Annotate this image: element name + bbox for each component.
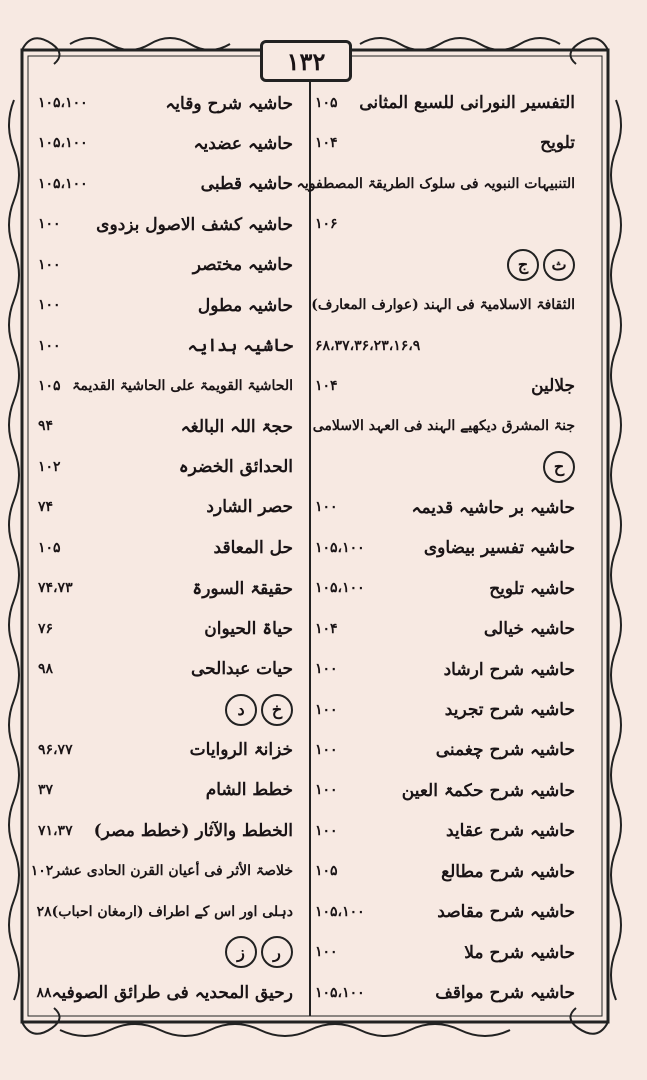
index-entry (38, 571, 293, 605)
entry-pages: ۱۰۵،۱۰۰ (38, 95, 88, 111)
entry-title: رحیق المحدیہ فی طرائق الصوفیہ (51, 983, 293, 1004)
index-entry (315, 935, 575, 969)
entry-title: حیات عبدالحی (191, 659, 293, 680)
entry-title: الحاشیۃ القویمۃ علی الحاشیۃ القدیمۃ (72, 378, 293, 395)
entry-pages: ۱۰۴ (315, 135, 338, 152)
index-entry (315, 86, 575, 120)
entry-title: حاشیہ تفسیر بیضاوی (423, 538, 575, 559)
entry-title: حاشیہ کشف الاصول بزدوی (96, 214, 293, 235)
section-letter: ث (543, 249, 575, 281)
entry-pages: ۱۰۵،۱۰۰ (315, 984, 365, 1001)
entry-pages: ۱۰۵ (38, 378, 61, 395)
entry-title: حاشیہ شرح چغمنی (435, 740, 575, 761)
entry-title: حاشیہ خیالی (483, 619, 575, 640)
entry-pages: ۶۸،۳۷،۳۶،۲۳،۱۶،۹ (315, 337, 421, 354)
entry-pages: ۹۴ (38, 418, 54, 435)
entry-title: حل المعاقد (213, 537, 293, 558)
entry-pages: ۱۰۵ (315, 95, 338, 111)
index-entry (38, 329, 293, 363)
entry-pages: ۱۰۴ (315, 378, 338, 395)
index-entry (315, 369, 575, 403)
index-entry (311, 288, 575, 322)
entry-pages: ۱۰۰ (315, 782, 338, 799)
entry-title: حاشیہ بر حاشیہ قدیمہ (411, 497, 575, 518)
entry-pages: ۱۰۶ (315, 216, 338, 233)
entry-title: حاشیہ شرح حکمۃ العین (401, 780, 575, 801)
entry-title: حصر الشارد (206, 497, 293, 518)
entry-pages: ۹۶،۷۷ (38, 741, 73, 758)
section-letter: خ (261, 694, 293, 726)
entry-title: حاشیہ شرح ارشاد (443, 659, 575, 680)
index-entry (315, 895, 575, 929)
entry-title: خطط الشام (205, 780, 293, 801)
entry-title: جلالین (531, 376, 575, 397)
letter-group (225, 936, 293, 968)
entry-title: الثقافۃ الاسلامیۃ فی الہند (عوارف المعارف) (311, 297, 575, 314)
entry-title: حاشیہ شرح مطالع (441, 861, 575, 882)
index-entry (38, 409, 293, 443)
index-entry (315, 814, 575, 848)
section-letters (38, 935, 293, 969)
entry-title: جنۃ المشرق دیکھیے الہند فی العہد الاسلامی (312, 418, 575, 435)
index-entry (315, 126, 575, 160)
index-entry (38, 369, 293, 403)
entry-title: حاشیہ شرح تجرید (444, 700, 575, 721)
entry-title: حاشیہ شرح ملا (464, 942, 575, 963)
index-entry (315, 207, 575, 241)
index-entry (315, 612, 575, 646)
index-entry (315, 976, 575, 1010)
section-letter: ر (261, 936, 293, 968)
index-entry (312, 409, 575, 443)
entry-title: التنبیہات النبویہ فی سلوک الطریقۃ المصطفویہ (296, 175, 575, 192)
entry-title: حجۃ اللہ البالغہ (180, 416, 293, 437)
index-entry (38, 126, 293, 160)
index-entry (38, 976, 293, 1010)
entry-pages: ۱۰۵،۱۰۰ (315, 580, 365, 597)
index-entry (38, 207, 293, 241)
entry-title: تلویح (540, 133, 575, 154)
index-entry (38, 450, 293, 484)
entry-pages: ۱۰۰ (38, 337, 61, 354)
entry-pages: ۷۱،۳۷ (38, 822, 73, 839)
entry-pages: ۱۰۰ (38, 216, 61, 233)
entry-title: حیاۃ الحیوان (204, 619, 293, 640)
entry-title: حاشیہ قطبی (200, 174, 293, 195)
entry-pages: ۱۰۰ (315, 822, 338, 839)
entry-title: حاشیہ شرح مواقف (435, 983, 575, 1004)
entry-title: حاشیہ ہدایہ (187, 336, 293, 357)
index-entry (38, 248, 293, 282)
section-letter: ج (507, 249, 539, 281)
entry-pages: ۱۰۰ (315, 499, 338, 516)
section-letter: ز (225, 936, 257, 968)
entry-title: حاشیہ شرح وقایہ (165, 93, 293, 114)
entry-pages: ۱۰۵،۱۰۰ (315, 903, 365, 920)
letter-group (507, 249, 575, 281)
entry-pages: ۱۰۰ (315, 701, 338, 718)
index-entry (315, 854, 575, 888)
letter-group (543, 451, 575, 483)
index-entry (38, 773, 293, 807)
index-entry (315, 490, 575, 524)
letter-group (225, 694, 293, 726)
entry-pages: ۱۰۰ (38, 256, 61, 273)
section-letters (315, 450, 575, 484)
entry-pages: ۱۰۵،۱۰۰ (315, 539, 365, 556)
entry-title: الحدائق الخضرہ (178, 457, 293, 478)
index-entry (315, 571, 575, 605)
entry-title: حاشیہ تلویح (489, 578, 575, 599)
entry-pages: ۷۴ (38, 499, 54, 516)
index-entry (38, 86, 293, 120)
index-entry (315, 773, 575, 807)
entry-pages: ۱۰۰ (315, 741, 338, 758)
index-entry (30, 854, 293, 888)
entry-pages: ۱۰۵،۱۰۰ (38, 135, 88, 152)
entry-pages: ۱۰۰ (315, 661, 338, 678)
index-entry (38, 612, 293, 646)
index-entry (38, 733, 293, 767)
entry-pages: ۱۰۵ (38, 539, 61, 556)
index-entry (38, 531, 293, 565)
page-number: ۱۳۲ (260, 40, 352, 82)
entry-pages: ۸۸ (36, 984, 52, 1001)
index-entry (315, 652, 575, 686)
entry-pages: ۱۰۰ (38, 297, 61, 314)
index-entry (38, 652, 293, 686)
entry-title: التفسیر النورانی للسبع المثانی (359, 93, 575, 113)
index-entry (315, 733, 575, 767)
entry-title: حقیقۃ السورۃ (192, 578, 293, 599)
entry-pages: ۱۰۲ (30, 863, 54, 880)
entry-pages: ۹۸ (38, 661, 54, 678)
section-letter: د (225, 694, 257, 726)
entry-pages: ۱۰۰ (315, 944, 338, 961)
entry-title: حاشیہ شرح عقاید (445, 821, 575, 842)
entry-title: حاشیہ شرح مقاصد (437, 902, 575, 923)
index-entry (38, 167, 293, 201)
entry-pages: ۱۰۲ (38, 458, 61, 475)
index-entry (296, 167, 575, 201)
entry-pages: ۲۸ (36, 903, 52, 920)
entry-pages: ۱۰۵،۱۰۰ (38, 175, 88, 192)
index-entry (38, 490, 293, 524)
index-entry (315, 531, 575, 565)
entry-title: حاشیہ عضدیہ (193, 133, 293, 154)
index-entry (38, 814, 293, 848)
entry-pages: ۱۰۵ (315, 863, 338, 880)
entry-title: حاشیہ مطول (197, 295, 293, 316)
entry-title: الخطط والآثار (خطط مصر) (93, 820, 293, 841)
index-entry (38, 895, 293, 929)
index-entry (315, 693, 575, 727)
entry-title: دہلی اور اس کے اطراف (ارمغان احباب) (51, 903, 293, 920)
entry-title: حاشیہ مختصر (192, 255, 293, 276)
entry-pages: ۷۶ (38, 620, 54, 637)
entry-pages: ۳۷ (38, 782, 54, 799)
entry-pages: ۱۰۴ (315, 620, 338, 637)
entry-title: خلاصۃ الأثر فی أعیان القرن الحادی عشر (53, 863, 293, 880)
index-entry (315, 329, 575, 363)
section-letters (38, 693, 293, 727)
entry-title: خزانۃ الروایات (189, 740, 293, 761)
section-letter: ح (543, 451, 575, 483)
index-entry (38, 288, 293, 322)
entry-pages: ۷۴،۷۳ (38, 580, 73, 597)
section-letters (315, 248, 575, 282)
